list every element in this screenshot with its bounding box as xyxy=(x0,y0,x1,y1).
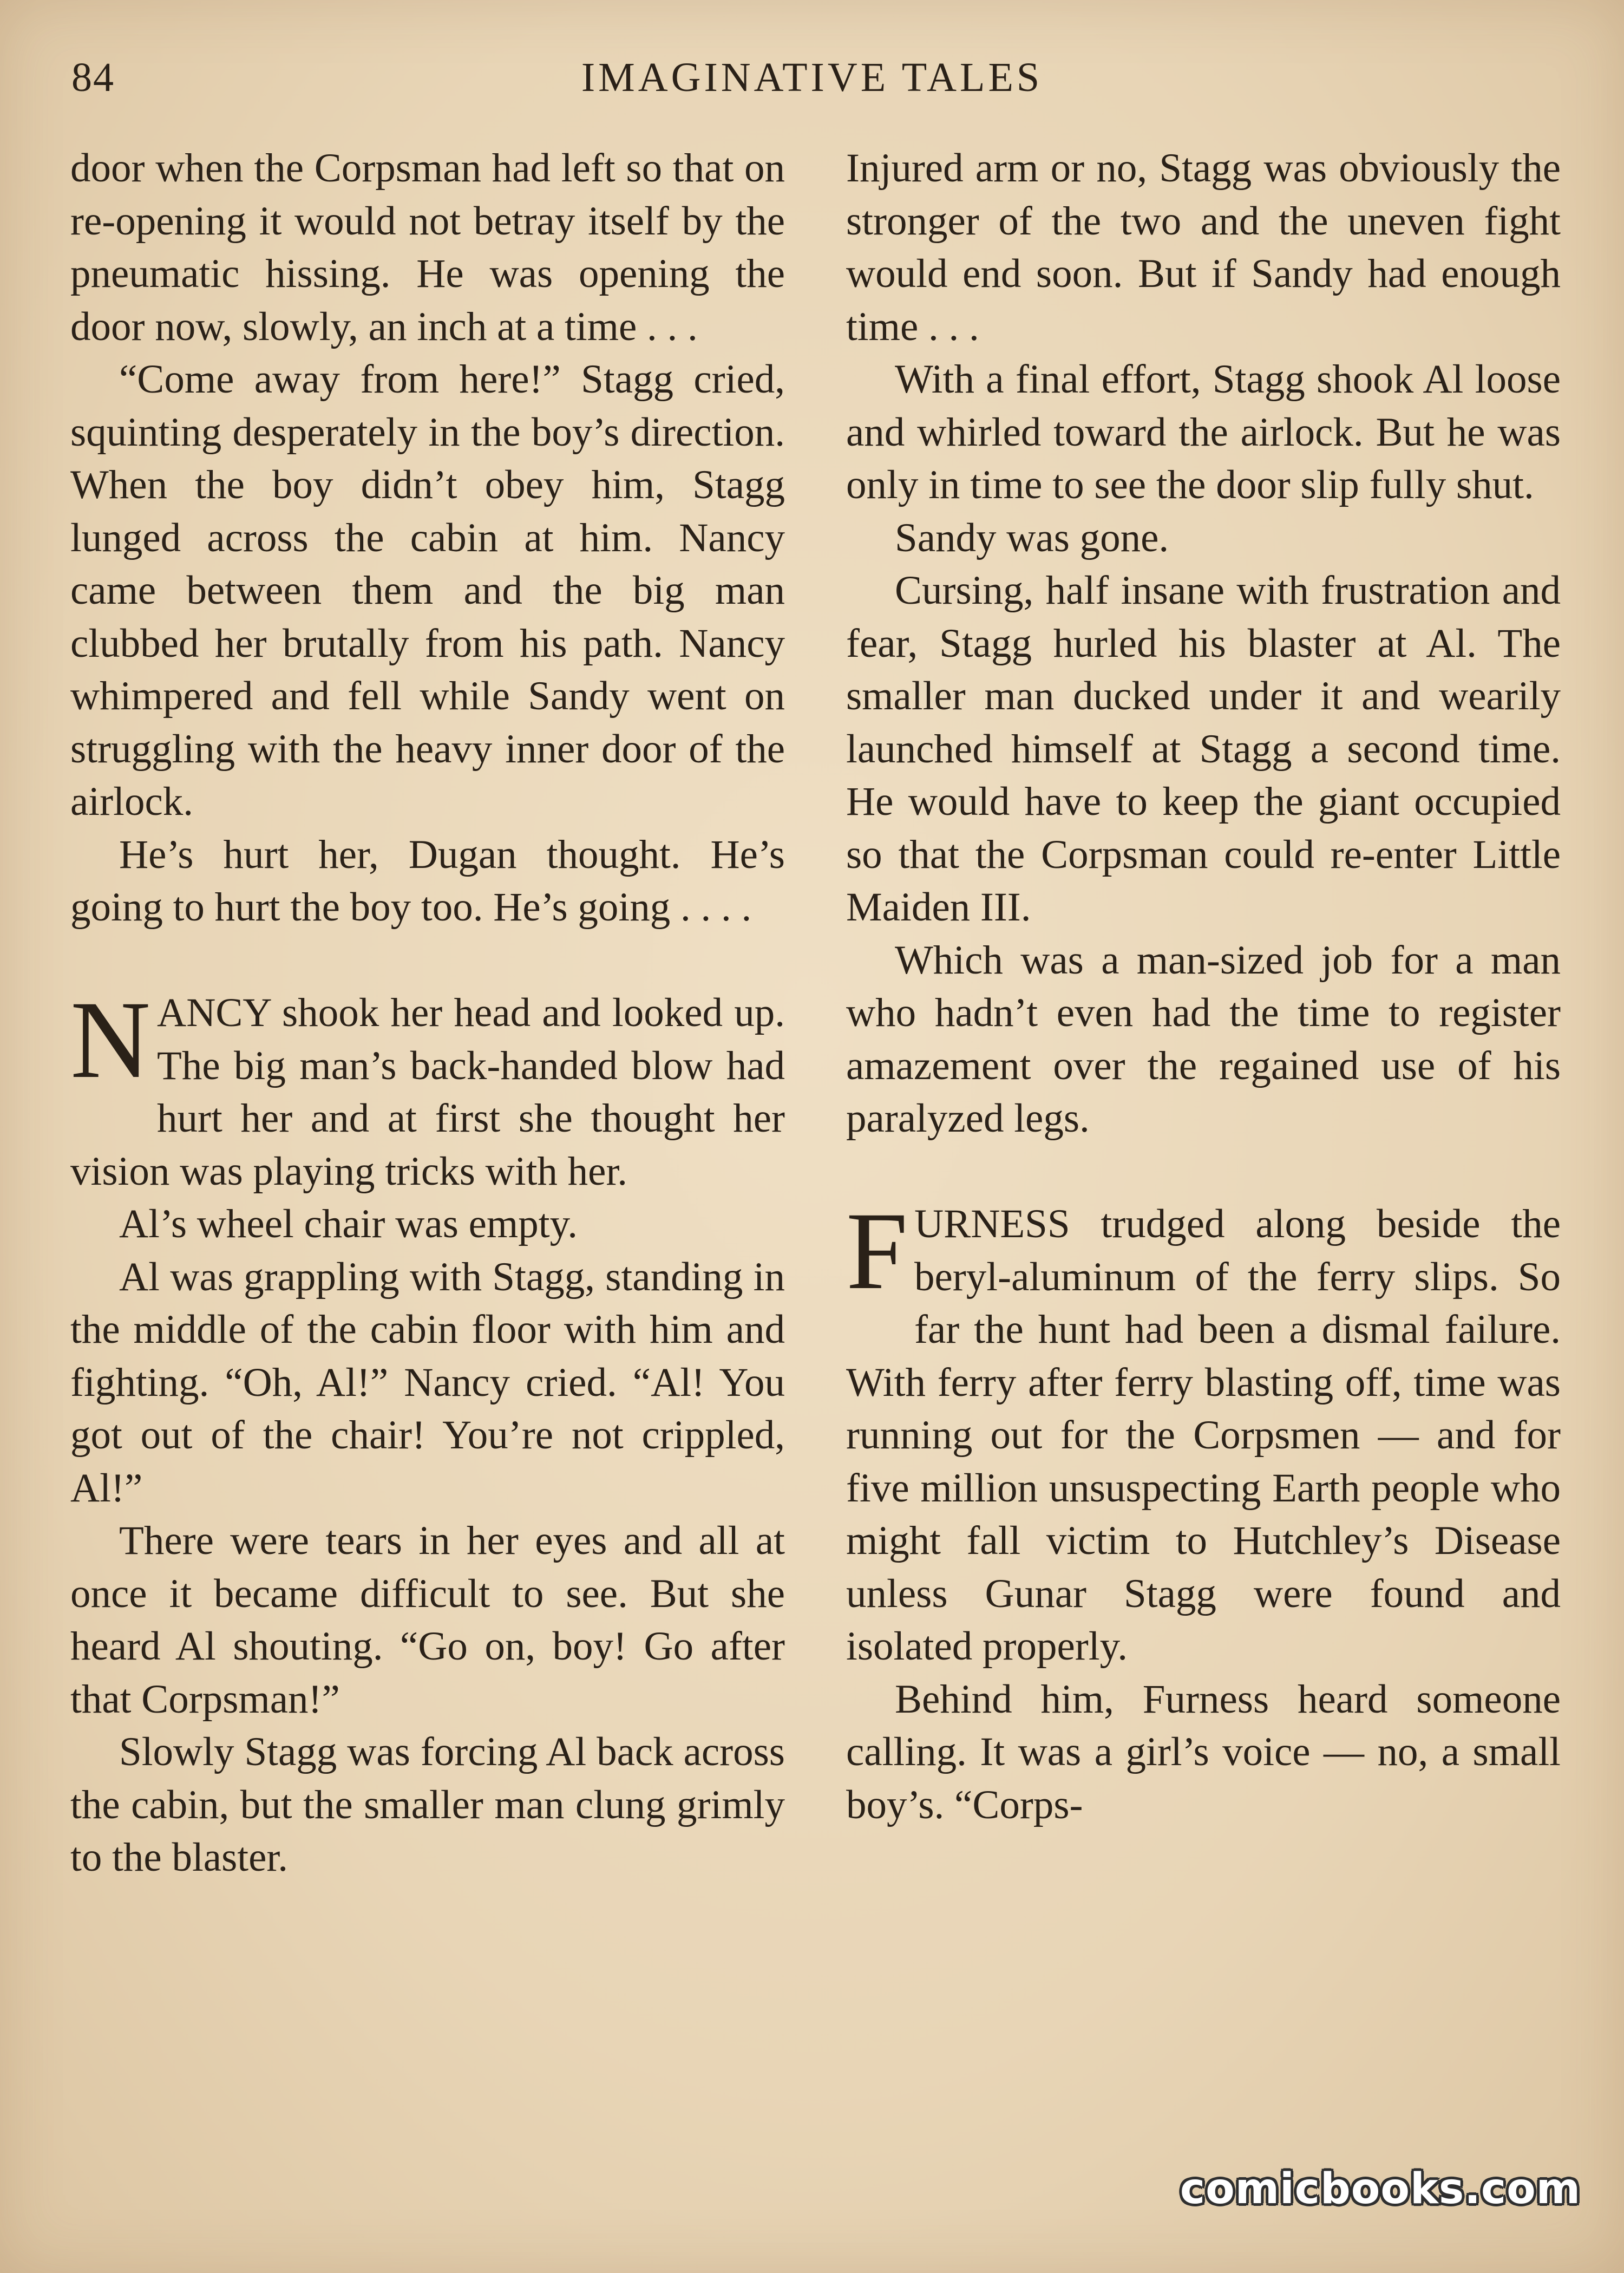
paragraph: He’s hurt her, Dugan thought. He’s going to hurt the boy too. He’s going . . . . xyxy=(70,832,785,930)
paragraph: Al’s wheel chair was empty. xyxy=(119,1201,578,1246)
paragraph-text: URNESS trudged along beside the beryl-aluminum of the ferry slips. So far the hunt had been a dismal failure. With ferry after ferry blasting off, time was running out for the Corpsmen — and for five million unsuspecting Earth people who might fall victim to Hutchley’s Disease unless Gunar Stagg were found and isolated properly. xyxy=(846,1201,1561,1669)
page-header xyxy=(65,54,1559,114)
magazine-title: IMAGINATIVE TALES xyxy=(581,55,1043,100)
paragraph: Injured arm or no, Stagg was obviously the stronger of the two and the uneven fight would end soon. But if Sandy had enough time . . . xyxy=(846,146,1561,349)
right-column xyxy=(846,142,1561,1831)
section-opening-paragraph xyxy=(70,978,785,1198)
paragraph: Sandy was gone. xyxy=(895,515,1169,560)
paragraph-text: ANCY shook her head and looked up. The big man’s back-handed blow had hurt her and at first she thought her vision was playing tricks with her. xyxy=(70,990,785,1194)
left-column xyxy=(70,142,785,1884)
drop-cap: N xyxy=(70,978,151,1101)
paragraph: Al was grappling with Stagg, standing in the middle of the cabin floor with him and fighting. “Oh, Al!” Nancy cried. “Al! You got out of the chair! You’re not crippled, Al!” xyxy=(70,1254,785,1511)
paragraph: Behind him, Furness heard someone calling. It was a girl’s voice — no, a small boy’s. “Corps- xyxy=(846,1676,1561,1827)
paragraph: Cursing, half insane with frustration and fear, Stagg hurled his blaster at Al. The smaller man ducked under it and wearily launched himself at Stagg a second time. He would have to keep the giant occupied so that the Corpsman could re-enter Little Maiden III. xyxy=(846,568,1561,930)
paragraph: door when the Corpsman had left so that on re-opening it would not betray itself by the pneumatic hissing. He was opening the door now, slowly, an inch at a time . . . xyxy=(70,146,785,349)
page-number: 84 xyxy=(71,55,115,100)
paragraph: There were tears in her eyes and all at once it became difficult to see. But she heard Al shouting. “Go on, boy! Go after that Corpsman!” xyxy=(70,1518,785,1722)
section-opening-paragraph xyxy=(846,1190,1561,1673)
paragraph: “Come away from here!” Stagg cried, squinting desperately in the boy’s direction. When the boy didn’t obey him, Stagg lunged across the cabin at him. Nancy came between them and the big man clubbed her brutally from his path. Nancy whimpered and fell while Sandy went on struggling with the heavy inner door of the airlock. xyxy=(70,357,785,824)
drop-cap: F xyxy=(846,1190,908,1312)
watermark-logo: comicbooks.com xyxy=(1180,2165,1581,2213)
paragraph: With a final effort, Stagg shook Al loose and whirled toward the airlock. But he was only in time to see the door slip fully shut. xyxy=(846,357,1561,507)
paragraph: Slowly Stagg was forcing Al back across the cabin, but the smaller man clung grimly to the blaster. xyxy=(70,1729,785,1880)
paragraph: Which was a man-sized job for a man who hadn’t even had the time to register amazement over the regained use of his paralyzed legs. xyxy=(846,937,1561,1141)
